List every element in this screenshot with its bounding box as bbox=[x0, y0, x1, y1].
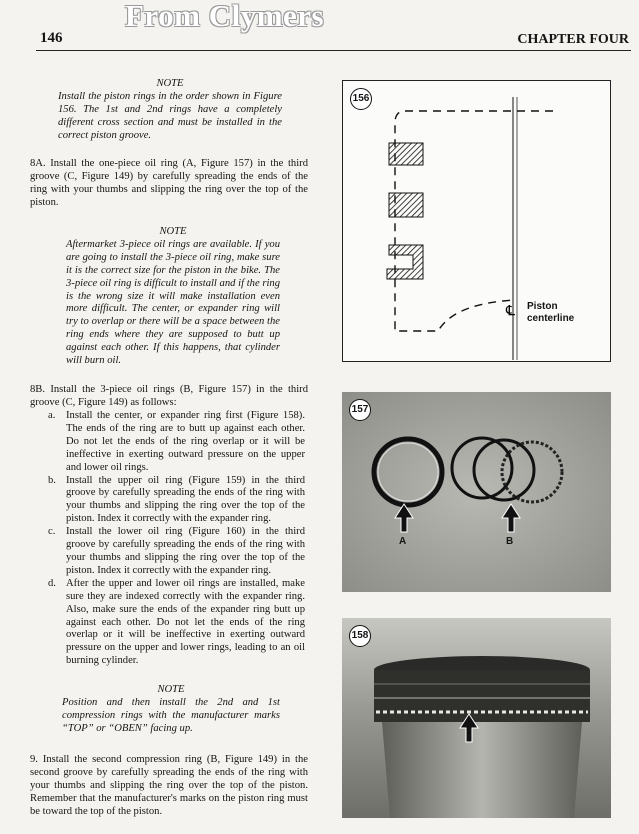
step-8b bbox=[30, 384, 308, 410]
figure-156-number: 156 bbox=[350, 88, 372, 110]
piston-centerline-label bbox=[527, 301, 574, 325]
substep-a bbox=[48, 410, 305, 475]
piston-label-line1: Piston bbox=[527, 301, 558, 312]
substep-d-label: d. bbox=[48, 577, 56, 589]
header-rule bbox=[36, 50, 631, 51]
oil-rings-photo bbox=[342, 392, 611, 592]
step-9-text: 9. Install the second compression ring (B, Figure 149) in the second groove by carefully spreading the ends of the ring with your thumbs and slipping the ring over the top of the piston. Remember that the manufacturer's marks on the piston ring must be toward the top of the piston. bbox=[30, 754, 308, 817]
step-9 bbox=[30, 754, 308, 819]
piston-label-line2: centerline bbox=[527, 313, 575, 324]
note-3-title: NOTE bbox=[157, 684, 185, 695]
figure-158 bbox=[342, 618, 611, 818]
step-8b-text: 8B. Install the 3-piece oil rings (B, Figure 157) in the third groove (C, Figure 149) as follows: bbox=[30, 384, 308, 408]
substep-b-text: Install the upper oil ring (Figure 159) in the third groove by carefully spreading the ends of the ring with your thumbs and slipping the ring over the top of the piston. Index it correctly with the expander ring. bbox=[66, 474, 305, 525]
substep-c-text: Install the lower oil ring (Figure 160) in the third groove by carefully spreading the ends of the ring with your thumbs and slipping the ring over the top of the piston. Index it correctly with the expander ring. bbox=[66, 526, 305, 576]
figure-157 bbox=[342, 392, 611, 592]
substep-b bbox=[48, 475, 305, 527]
substep-d bbox=[48, 578, 305, 668]
label-b: B bbox=[506, 536, 514, 547]
note-2-title: NOTE bbox=[159, 226, 187, 237]
note-3-body: Position and then install the 2nd and 1st compression rings with the manufacturer marks “TOP” or “OBEN” facing up. bbox=[62, 696, 280, 734]
figure-157-number: 157 bbox=[349, 399, 371, 421]
substep-a-text: Install the center, or expander ring first (Figure 158). The ends of the ring are to butt up against each other. Do not let the ends of the ring overlap or it will be ineffective in exerting outward pressure on the upper and lower oil rings. bbox=[66, 410, 305, 473]
note-2 bbox=[66, 226, 280, 368]
label-a: A bbox=[399, 536, 407, 547]
watermark: From Clymers bbox=[125, 0, 325, 33]
figure-156 bbox=[342, 80, 611, 362]
first-compression-ring bbox=[389, 143, 423, 165]
step-8a bbox=[30, 158, 308, 210]
figure-158-number: 158 bbox=[349, 625, 371, 647]
piston-expander-photo bbox=[342, 618, 611, 818]
note-1-body: Install the piston rings in the order shown in Figure 156. The 1st and 2nd rings have a completely different cross section and must be installed in the correct piston groove. bbox=[58, 90, 282, 141]
note-1-title: NOTE bbox=[156, 78, 184, 89]
note-1 bbox=[58, 78, 282, 143]
oil-ring bbox=[387, 245, 423, 279]
page-number: 146 bbox=[40, 30, 63, 46]
note-2-body: Aftermarket 3-piece oil rings are available. If you are going to install the 3-piece oil ring, make sure it is the correct size for the piston in the bike. The 3-piece oil ring is difficult to install and if the ring is the wrong size it will make installation even more difficult. The center, or expander ring will try to overlap or there will be a space between the ring ends where they are supposed to butt up against each other. If this happens, that cylinder will burn oil. bbox=[66, 238, 280, 367]
note-3 bbox=[62, 684, 280, 736]
chapter-title: CHAPTER FOUR bbox=[517, 32, 629, 47]
substep-d-text: After the upper and lower oil rings are installed, make sure they are indexed correctly with the expander ring. Also, make sure the ends of the expander ring butt up against each other. Do not let the ends of the ring overlap or it will be ineffective in exerting outward pressure on the upper and lower rings, leading to an oil burning cylinder. bbox=[66, 577, 305, 667]
substep-c-label: c. bbox=[48, 526, 56, 538]
step-8a-text: 8A. Install the one-piece oil ring (A, Figure 157) in the third groove (C, Figure 149) by carefully spreading the ends of the ring with your thumbs and slipping the ring over the top of the piston. bbox=[30, 158, 308, 208]
substep-list bbox=[48, 410, 305, 668]
second-compression-ring bbox=[389, 193, 423, 217]
substep-c bbox=[48, 526, 305, 578]
svg-text:℄: ℄ bbox=[506, 302, 515, 318]
substep-b-label: b. bbox=[48, 474, 56, 486]
substep-a-label: a. bbox=[48, 410, 56, 421]
